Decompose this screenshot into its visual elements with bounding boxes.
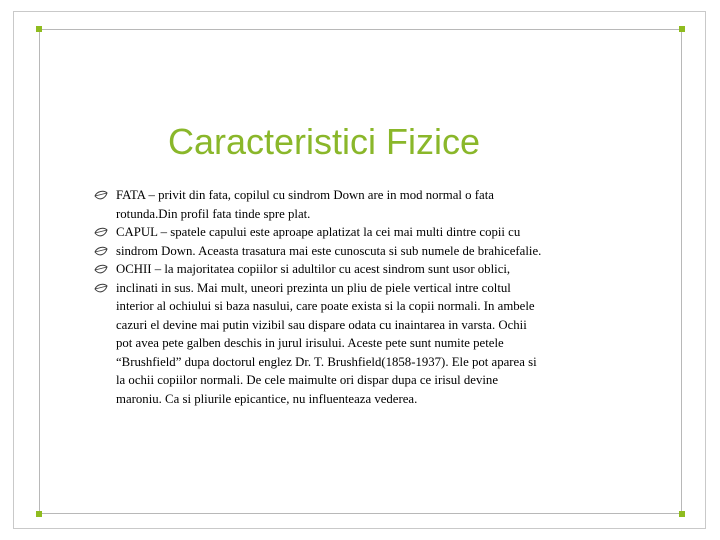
slide-body-text: FATA – privit din fata, copilul cu sindrom Down are in mod normal o fata rotunda.Din profil fata tinde spre plat. CAPUL – spatele capului este aproape aplatizat la cei mai multi dintre copii cu sindrom Down. Aceasta trasatura mai este cunoscuta si sub numele de brahicefalie. OCHII – la majoritatea copiilor si adultilor cu acest sindrom sunt usor oblici, inclinati in sus. Mai mult, uneori prezinta un pliu de piele vertical intre coltul interior al ochiului si baza nasului, care poate exista si la copii normali. In ambele cazuri el devine mai putin vizibil sau dispare odata cu inaintarea in varsta. Ochii pot avea pete galben deschis in jurul irisului. Aceste pete sunt numite petele “Brushfield” dupa doctorul englez Dr. T. Brushfield(1858-1937). Ele pot aparea si la ochii copiilor normali. De cele maimulte ori dispar dupa ce irisul devine maroniu. Ca si pliurile epicantice, nu influenteaza vederea. <box>116 188 542 406</box>
slide-title: Caracteristici Fizice <box>168 121 481 162</box>
corner-accent <box>679 26 685 32</box>
leaf-bullet-icon <box>94 190 108 202</box>
leaf-bullet-icon <box>94 246 108 258</box>
corner-accent <box>679 511 685 517</box>
corner-accent <box>36 511 42 517</box>
corner-accent <box>36 26 42 32</box>
leaf-bullet-icon <box>94 264 108 276</box>
leaf-bullet-icon <box>94 227 108 239</box>
leaf-bullet-icon <box>94 283 108 295</box>
